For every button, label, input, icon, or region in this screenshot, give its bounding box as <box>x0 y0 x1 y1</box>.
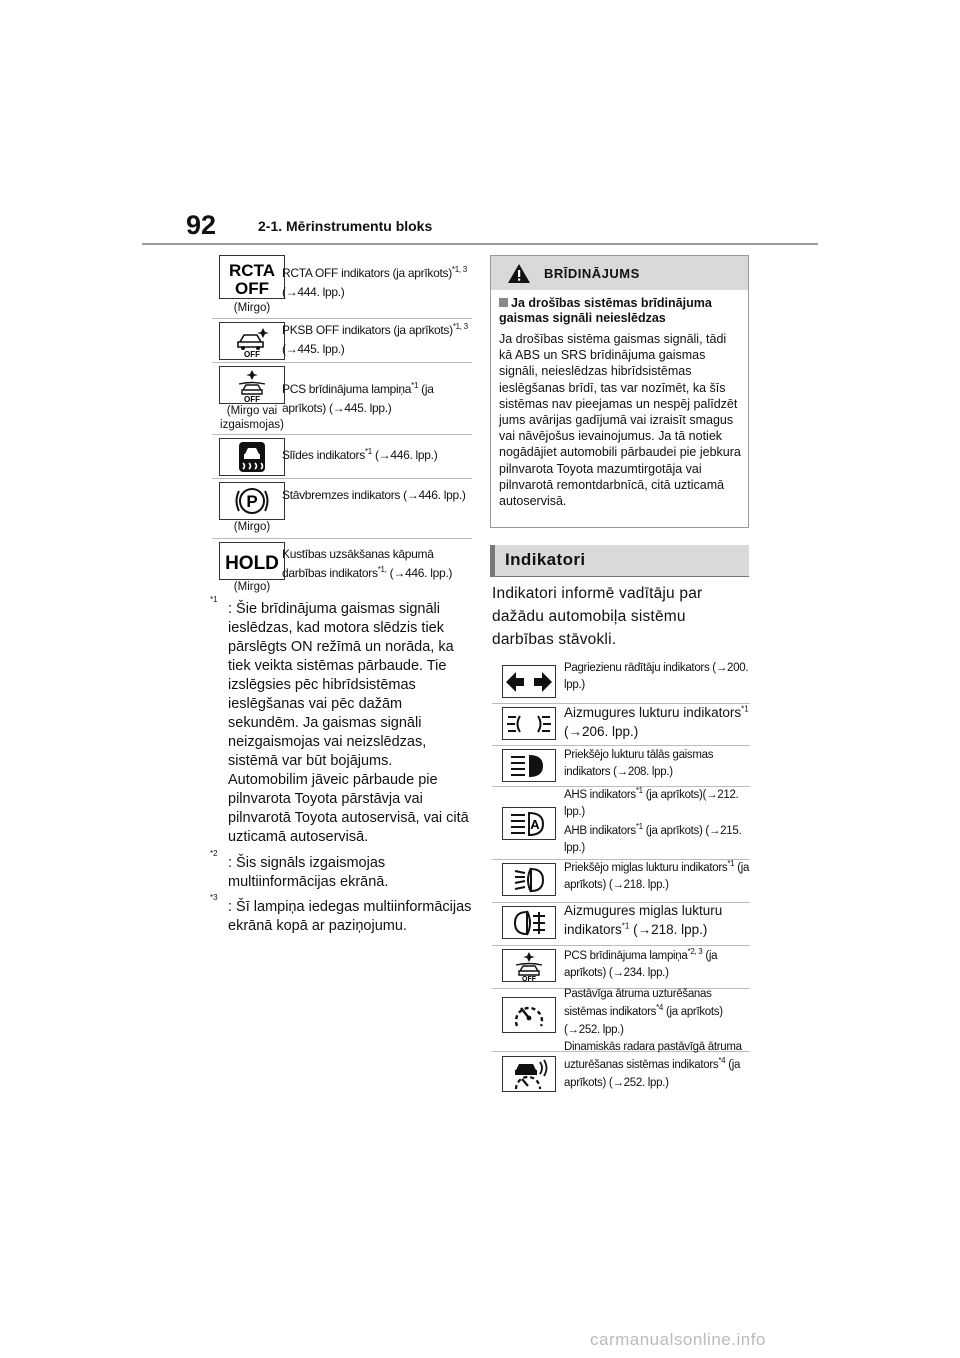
page-number: 92 <box>186 210 217 240</box>
indicator-row-slip <box>212 438 472 478</box>
indicator-row-rcta <box>212 255 472 317</box>
pksb-off-icon <box>219 322 285 360</box>
indicator-row-pcs-2 <box>492 946 750 988</box>
indicator-description: AHB indikators$^{*1}$ (ja aprīkots) (→215. lpp.) <box>564 822 742 854</box>
rear-fog-icon <box>502 906 556 939</box>
warning-triangle-icon <box>507 263 531 284</box>
indicator-description: RCTA OFF indikators (ja aprīkots)$^{*1, 3}$ (→444. lpp.) <box>282 265 467 299</box>
row-divider <box>212 434 472 435</box>
footnote: *3 : Šī lampiņa iedegas multiinformācijas ekrānā kopā ar paziņojumu. <box>210 893 472 934</box>
front-fog-icon <box>502 863 556 896</box>
indicator-row-rear-fog <box>492 903 750 945</box>
indicator-description: Priekšējo lukturu tālās gaismas indikators (→208. lpp.) <box>564 749 714 778</box>
indicator-row-turn-signal <box>492 658 750 704</box>
header-divider <box>142 243 818 245</box>
indicator-caption: (Mirgo) <box>233 302 271 314</box>
indicator-row-radar-cruise <box>492 1041 750 1106</box>
slip-indicator-icon <box>219 438 285 476</box>
svg-text:A: A <box>530 816 540 832</box>
warning-title: BRĪDINĀJUMS <box>544 266 640 281</box>
indicator-row-pcs <box>212 366 472 432</box>
svg-text:RCTA: RCTA <box>229 261 275 280</box>
svg-text:P: P <box>246 492 258 511</box>
indicator-description: Pastāvīga ātruma uzturēšanas sistēmas indikators$^{*4}$ (ja aprīkots) (→252. lpp.) <box>564 988 723 1036</box>
row-divider <box>212 478 472 479</box>
indicator-caption: (Mirgo) <box>233 581 271 593</box>
indicator-description: PCS brīdinājuma lampiņa$^{*2, 3}$ (ja aprīkots) (→234. lpp.) <box>564 947 718 979</box>
indicators-heading: Indikatori <box>490 545 749 576</box>
indicator-row-tail-light <box>492 704 750 746</box>
row-divider <box>212 538 472 539</box>
indicator-description: PKSB OFF indikators (ja aprīkots)$^{*1, 3}$ (→445. lpp.) <box>282 322 468 356</box>
pcs-warning-icon <box>502 949 556 982</box>
turn-signal-icon <box>502 665 556 698</box>
heading-rule <box>490 576 749 577</box>
section-title: 2-1. Mērinstrumentu bloks <box>258 218 433 234</box>
tail-light-icon <box>502 707 556 740</box>
indicator-description: Dinamiskās radara pastāvīgā ātruma uzturēšanas sistēmas indikators$^{*4}$ (ja aprīkots) (→252. lpp.) <box>564 1041 742 1089</box>
indicator-row-hold <box>212 542 472 598</box>
svg-text:HOLD: HOLD <box>225 553 279 574</box>
warning-header <box>491 256 748 290</box>
watermark: carmanualsonline.info <box>590 1330 766 1349</box>
indicator-row-front-fog <box>492 860 750 902</box>
hold-icon <box>219 542 285 580</box>
indicator-caption: (Mirgo) <box>233 521 271 533</box>
radar-cruise-icon <box>502 1056 556 1092</box>
indicator-description: Kustības uzsākšanas kāpumā darbības indikators$^{*1,}$ (→446. lpp.) <box>282 547 453 580</box>
indicator-description: PCS brīdinājuma lampiņa$^{*1}$ (ja aprīkots) (→445. lpp.) <box>282 381 434 415</box>
parking-brake-icon <box>219 482 285 520</box>
row-divider <box>212 362 472 363</box>
warning-box <box>490 255 749 528</box>
svg-text:OFF: OFF <box>244 350 260 358</box>
indicator-row-parking-brake <box>212 482 472 538</box>
indicator-description: Stāvbremzes indikators (→446. lpp.) <box>282 488 466 502</box>
indicator-description: Aizmugures miglas lukturu indikators$^{*1}$ (→218. lpp.) <box>564 903 723 937</box>
indicator-row-high-beam <box>492 746 750 788</box>
indicator-description: Priekšējo miglas lukturu indikators$^{*1}$ (ja aprīkots) (→218. lpp.) <box>564 859 750 891</box>
svg-text:OFF: OFF <box>235 279 269 297</box>
warning-subtitle: Ja drošības sistēmas brīdinājuma gaismas signāli neieslēdzas <box>499 296 712 325</box>
indicator-description: Aizmugures lukturu indikators$^{*1}$ (→206. lpp.) <box>564 704 749 739</box>
svg-text:OFF: OFF <box>522 975 536 981</box>
indicator-description: AHS indikators$^{*1}$ (ja aprīkots)(→212. lpp.) <box>564 786 739 818</box>
indicator-row-pksb <box>212 322 472 362</box>
indicator-description: Slīdes indikators$^{*1}$ (→446. lpp.) <box>282 447 438 462</box>
rcta-off-icon <box>219 255 285 299</box>
high-beam-icon <box>502 749 556 782</box>
indicator-row-ahs-ahb <box>492 787 750 859</box>
footnote: *2 : Šis signāls izgaismojas multiinformācijas ekrānā. <box>210 849 389 890</box>
row-divider <box>212 318 472 319</box>
cruise-control-icon <box>502 997 556 1033</box>
indicator-description: Pagriezienu rādītāju indikators (→200. lpp.) <box>564 662 749 691</box>
indicator-caption: (Mirgo vai izgaismojas) <box>220 405 284 431</box>
ahs-ahb-icon <box>502 807 556 840</box>
indicators-intro: Indikatori informē vadītāju par dažādu automobiļa sistēmu darbības stāvokli. <box>492 585 703 648</box>
svg-text:OFF: OFF <box>244 395 260 402</box>
footnote: *1 : Šie brīdinājuma gaismas signāli ieslēdzas, kad motora slēdzis tiek pārslēgts ON režīmā un norāda, ka tiek veikta sistēmas pārbaude. Tie izslēgsies pēc hibrīdsistēmas ieslēgšanas vai pēc dažām sekundēm. Ja gaismas signāli neizgaismojas vai neizslēdzas, sistēmā var būt bojājums. Automobilim jāveic pārbaude pie pilnvarota Toyota pārstāvja vai pilnvarotā Toyota autoservisā, vai citā uzticamā autoservisā. <box>210 595 469 845</box>
warning-body: Ja drošības sistēma gaismas signāli, tādi kā ABS un SRS brīdinājuma gaismas signāli, neieslēdzas hibrīdsistēmas ieslēgšanas brīdī, tas var nozīmēt, ka šīs sistēmas nav pieejamas un nespēj palīdzēt jums avārijas gadījumā vai izraisīt smagus vai nāvējošus ievainojumus. Ja tā notiek nogādājiet automobili pārbaudei pie jebkura pilnvarota Toyota mazumtirgotāja vai pilnvarotā remontdarbnīcā, citā uzticamā autoservisā. <box>499 332 741 509</box>
pcs-warning-icon <box>219 366 285 404</box>
